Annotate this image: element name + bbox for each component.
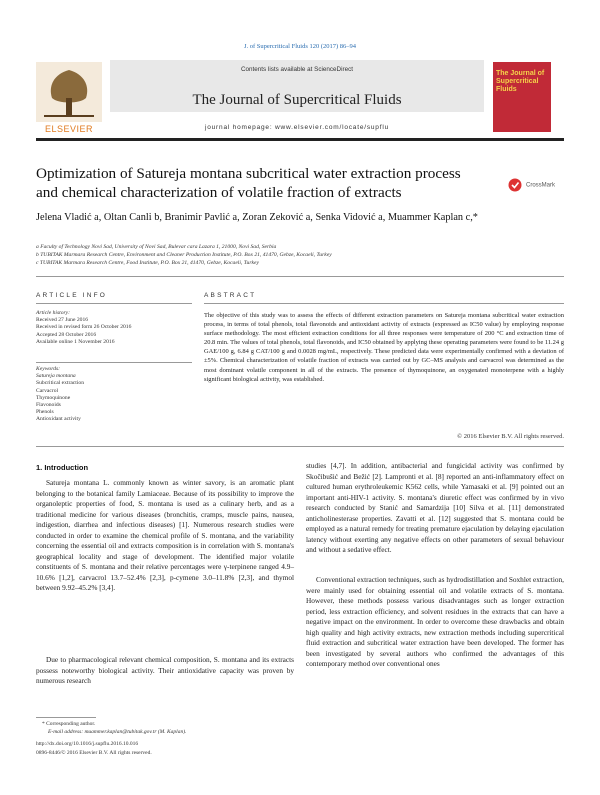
doi-link[interactable]: http://dx.doi.org/10.1016/j.supflu.2016.10.016 — [36, 741, 139, 747]
keywords-block — [36, 366, 196, 424]
divider — [36, 446, 564, 447]
issn-line: 0896-8446/© 2016 Elsevier B.V. All rights reserved. — [36, 750, 152, 756]
keyword-item: Thymoquinone — [36, 394, 71, 401]
author-list: Jelena Vladić a, Oltan Canli b, Branimir Pavlić a, Zoran Zeković a, Senka Vidović a, Muammer Kaplan c,* — [36, 212, 478, 223]
paper-title: Optimization of Satureja montana subcritical water extraction process and chemical characterization of volatile fraction of extracts — [36, 165, 461, 201]
keyword-item: Satureja montana — [36, 373, 76, 380]
abstract-text: The objective of this study was to assess the effects of different extraction parameters on Satureja montana subcritical water extraction process, in terms of total phenols, total flavonoids and antioxidant activity of extracts (expressed as IC50 value) by employing response surface methodology. The most efficient extraction conditions for all three responses were temperature of 200 °C and extraction time of 20.8 min. The values of total phenols, total flavonoids, and IC50 obtained by applying these operating parameters were found to be 11.24 g GAE/100 g, 6.84 g CAT/100 g and 0.0028 mg/mL, respectively. These predicted data were experimentally confirmed with a deviation of ±5%. Chemical characterization of volatile fraction of extracts was carried out by GC–MS analysis and carvacrol was determined as the most dominant volatile component in all of the extracts. The presence of thymoquinone, an oxygenated monoterpene with a highly significant biological activity, was established. — [204, 312, 564, 383]
history-online: Available online 1 November 2016 — [36, 338, 115, 345]
history-accepted: Accepted 28 October 2016 — [36, 331, 97, 338]
header-rule — [36, 138, 564, 141]
contents-line[interactable]: Contents lists available at ScienceDirect — [241, 66, 353, 73]
intro-paragraph-4: Conventional extraction techniques, such as hydrodistillation and Soxhlet extraction, were mainly used for obtaining essential oil and volatile extracts of S. montana. However, these methods possess various disadvantages such as longer extraction period, less extraction efficiency, and solvent residues in the extracts that can have a negative impact on the environment. In order to overcome these drawbacks and obtain high quality and high activity extracts, new extraction methods including supercritical fluid extraction and subcritical water extraction have been developed. The former has been investigated by several authors who confirmed the advantages of this contemporary method over conventional ones — [306, 575, 564, 668]
footnote-email[interactable]: E-mail address: muammer.kaplan@tubitak.gov.tr (M. Kaplan). — [48, 729, 187, 735]
crossmark-icon — [508, 178, 522, 192]
affiliation-b: b TUBITAK Marmara Research Centre, Environment and Cleaner Production Institute, P.O. Box 21, 41470, Gebze, Kocaeli, Turkey — [36, 252, 332, 258]
keyword-item: Flavonoids — [36, 402, 61, 409]
article-history — [36, 310, 196, 346]
journal-title: The Journal of Supercritical Fluids — [192, 92, 402, 108]
abstract-heading: ABSTRACT — [204, 292, 257, 299]
keyword-item: Phenols — [36, 409, 54, 416]
affiliation-a: a Faculty of Technology Novi Sad, University of Novi Sad, Bulevar cara Lazara 1, 21000, Novi Sad, Serbia — [36, 244, 277, 250]
copyright-notice: © 2016 Elsevier B.V. All rights reserved. — [457, 433, 564, 440]
divider — [36, 362, 192, 363]
intro-paragraph-3: studies [4,7]. In addition, antibacterial and fungicidal activity was confirmed by Skočibušić and Bežić [2]. Lampronti et al. [8] reported an anti-inflammatory effect on cultured human erythroleukemic K562 cells, while Yamasaki et al. [9] pointed out an important anti-HIV-1 activity. S. montana's diuretic effect was confirmed by in vivo research conducted by Stanić and Samardzija [10] Silva et al. [11] demonstrated anticholinesterase properties. Zavatti et al. [12] suggested that S. montana could be employed as a natural remedy for treating premature ejaculation by delaying ejaculation latency without exerting any negative effects on other parameters of sexual behaviour and without a sedative effect. — [306, 461, 564, 554]
keyword-item: Carvacrol — [36, 387, 59, 394]
crossmark-badge[interactable] — [508, 176, 556, 192]
footnote-corresponding: * Corresponding author. — [42, 721, 96, 727]
footnote-divider — [36, 717, 96, 718]
intro-paragraph-2: Due to pharmacological relevant chemical composition, S. montana and its extracts possess noteworthy biological activity. Their antioxidative capacity was proven by numerous research — [36, 655, 294, 685]
crossmark-label: CrossMark — [526, 182, 556, 189]
section-heading-introduction: 1. Introduction — [36, 463, 89, 472]
journal-cover-title: The Journal of Supercritical Fluids — [496, 70, 545, 93]
keyword-item: Subcritical extraction — [36, 380, 84, 387]
journal-homepage[interactable]: journal homepage: www.elsevier.com/locate/supflu — [204, 124, 389, 131]
history-label: Article history: — [36, 310, 71, 316]
keyword-item: Antioxidant activity — [36, 416, 81, 423]
keywords-label: Keywords: — [36, 366, 61, 372]
divider — [204, 303, 564, 304]
divider — [36, 303, 192, 304]
intro-paragraph-1: Satureja montana L. commonly known as winter savory, is an aromatic plant belonging to the botanical family Lamiaceae. Because of its possibility to improve the organoleptic properties of food, S. montana is used as a culinary herb, and as a traditional medicine for various diseases (bronchitis, cramps, muscle pains, nausea, indigestion, diarrhea and infectious diseases) [1]. Numerous research studies were conducted in order to examine the chemical profile of S. montana, and the variability concerning the essential oil and extracts composition is in correlation with S. montana's geographical locality and stage of development. The identified major volatile constituents of S. montana and their relative percentages were γ-terpinene ranged 4.9–10.6% [1,2], carvacrol 13.7–52.4% [2,3], p-cymene 3.0–11.8% [2,3], and thymol between 9.92–45.2% [3,4]. — [36, 478, 294, 592]
publisher-name: ELSEVIER — [44, 124, 94, 134]
divider — [36, 276, 564, 277]
history-revised: Received in revised form 26 October 2016 — [36, 324, 132, 331]
journal-citation[interactable]: J. of Supercritical Fluids 120 (2017) 86–94 — [243, 43, 357, 50]
article-info-heading: ARTICLE INFO — [36, 292, 108, 299]
history-received: Received 27 June 2016 — [36, 317, 89, 324]
elsevier-tree-logo — [36, 62, 102, 130]
affiliation-c: c TUBITAK Marmara Research Centre, Food Institute, P.O. Box 21, 41470, Gebze, Kocaeli, Turkey — [36, 260, 259, 266]
